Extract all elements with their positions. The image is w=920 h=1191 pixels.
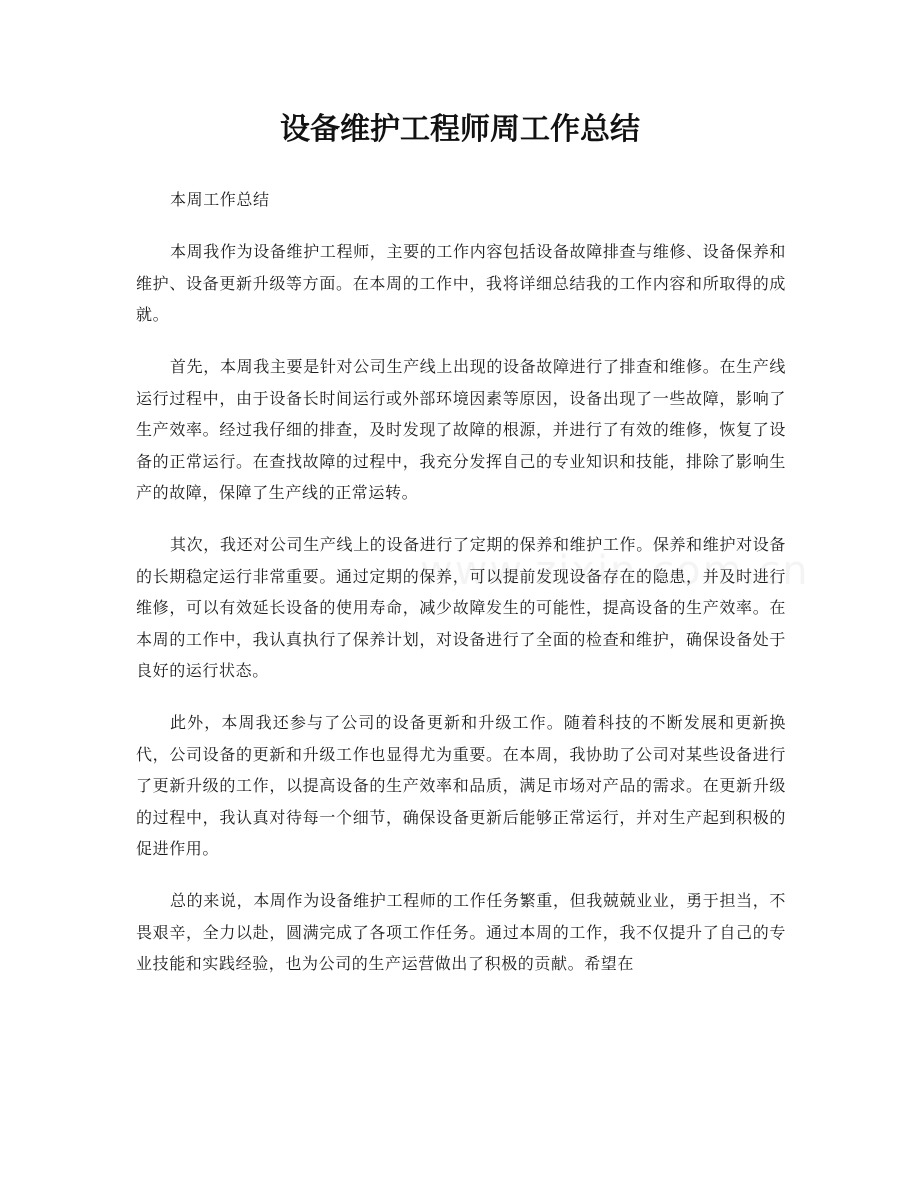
paragraph-2: 首先，本周我主要是针对公司生产线上出现的设备故障进行了排查和维修。在生产线运行过程中，由于设备长时间运行或外部环境因素等原因，设备出现了一些故障，影响了生产效率。经过我仔细的排查，及时发现了故障的根源，并进行了有效的维修，恢复了设备的正常运行。在查找故障的过程中，我充分发挥自己的专业知识和技能，排除了影响生产的故障，保障了生产线的正常运转。 bbox=[136, 357, 786, 503]
section-heading: 本周工作总结 bbox=[170, 190, 270, 209]
paragraph-1: 本周我作为设备维护工程师，主要的工作内容包括设备故障排查与维修、设备保养和维护、设备更新升级等方面。在本周的工作中，我将详细总结我的工作内容和所取得的成就。 bbox=[136, 242, 786, 325]
document-title: 设备维护工程师周工作总结 bbox=[280, 112, 640, 147]
paragraph-4: 此外，本周我还参与了公司的设备更新和升级工作。随着科技的不断发展和更新换代，公司设备的更新和升级工作也显得尤为重要。在本周，我协助了公司对某些设备进行了更新升级的工作，以提高设备的生产效率和品质，满足市场对产品的需求。在更新升级的过程中，我认真对待每一个细节，确保设备更新后能够正常运行，并对生产起到积极的促进作用。 bbox=[136, 713, 786, 859]
document-body bbox=[136, 184, 786, 1001]
paragraph-5: 总的来说，本周作为设备维护工程师的工作任务繁重，但我兢兢业业，勇于担当，不畏艰辛，全力以赴，圆满完成了各项工作任务。通过本周的工作，我不仅提升了自己的专业技能和实践经验，也为公司的生产运营做出了积极的贡献。希望在 bbox=[136, 891, 786, 974]
paragraph-3: 其次，我还对公司生产线上的设备进行了定期的保养和维护工作。保养和维护对设备的长期稳定运行非常重要。通过定期的保养，可以提前发现设备存在的隐患，并及时进行维修，可以有效延长设备的使用寿命，减少故障发生的可能性，提高设备的生产效率。在本周的工作中，我认真执行了保养计划，对设备进行了全面的检查和维护，确保设备处于良好的运行状态。 bbox=[136, 535, 786, 681]
